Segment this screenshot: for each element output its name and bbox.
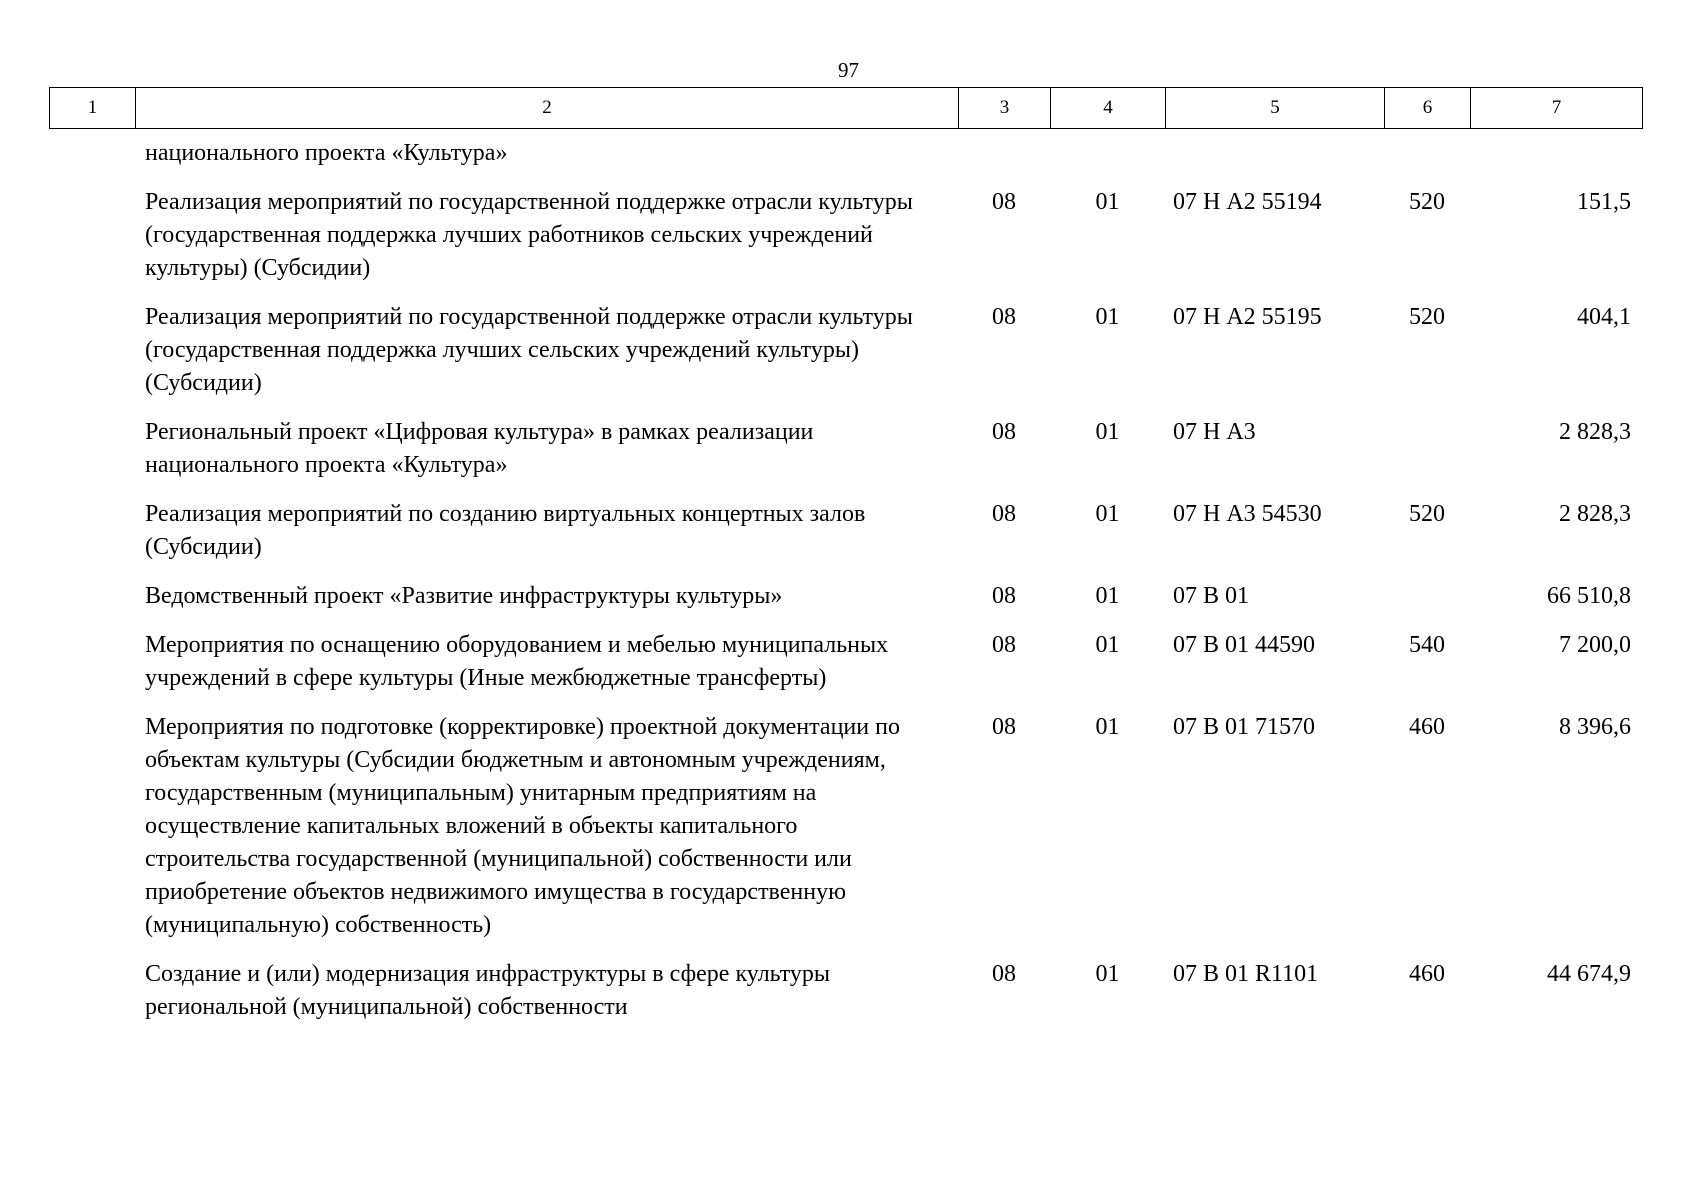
row-section (958, 137, 1050, 186)
row-name: Мероприятия по оснащению оборудованием и мебелью муниципальных учреждений в сфере культуры (Иные межбюджетные трансферты) (145, 632, 889, 691)
row-section: 08 (992, 304, 1016, 330)
row-name: Региональный проект «Цифровая культура» в рамках реализации национального проекта «Культура» (145, 419, 814, 478)
row-amount: 44 674,9 (1547, 961, 1631, 987)
table-row (49, 301, 1642, 416)
row-name: Реализация мероприятий по созданию виртуальных концертных залов (Субсидии) (145, 501, 866, 560)
row-subsection (1050, 137, 1165, 186)
row-section: 08 (992, 583, 1016, 609)
row-subsection: 01 (1095, 189, 1120, 215)
row-subsection: 01 (1095, 304, 1120, 330)
header-col-4: 4 (1051, 88, 1166, 129)
table-row (49, 580, 1642, 629)
column-number-header (49, 87, 1643, 129)
table-row (49, 711, 1642, 958)
row-subsection: 01 (1095, 961, 1120, 987)
row-expense-type: 460 (1409, 961, 1445, 987)
table-row (49, 186, 1642, 301)
row-target-article: 07 Н А2 55195 (1173, 304, 1322, 330)
row-name: национального проекта «Культура» (145, 140, 508, 166)
row-subsection: 01 (1095, 632, 1120, 658)
header-col-7: 7 (1471, 88, 1643, 129)
table-row (49, 416, 1642, 498)
row-target-article: 07 В 01 44590 (1173, 632, 1316, 658)
row-target-article: 07 В 01 R1101 (1173, 961, 1319, 987)
row-target-article: 07 Н А3 (1173, 419, 1256, 445)
budget-table (49, 137, 1642, 1040)
header-col-5: 5 (1166, 88, 1385, 129)
table-row (49, 629, 1642, 711)
row-section: 08 (992, 714, 1016, 740)
page-number: 97 (838, 58, 859, 82)
header-col-2: 2 (136, 88, 959, 129)
row-amount: 404,1 (1577, 304, 1631, 330)
row-amount: 2 828,3 (1559, 419, 1631, 445)
row-name: Реализация мероприятий по государственной поддержке отрасли культуры (государственная поддержка лучших сельских учреждений культуры) (Субсидии) (145, 304, 913, 396)
row-target-article (1165, 137, 1384, 186)
row-expense-type: 520 (1409, 189, 1445, 215)
row-target-article: 07 Н А2 55194 (1173, 189, 1322, 215)
row-amount: 7 200,0 (1559, 632, 1631, 658)
table-row (49, 498, 1642, 580)
row-section: 08 (992, 419, 1016, 445)
row-name: Реализация мероприятий по государственной поддержке отрасли культуры (государственная поддержка лучших работников сельских учреждений культуры) (Субсидии) (145, 189, 913, 281)
row-expense-type: 520 (1409, 501, 1445, 527)
row-expense-type (1384, 416, 1470, 498)
row-name: Создание и (или) модернизация инфраструктуры в сфере культуры региональной (муниципальной) собственности (145, 961, 831, 1020)
row-section: 08 (992, 189, 1016, 215)
table-row (49, 958, 1642, 1040)
row-amount: 8 396,6 (1559, 714, 1631, 740)
row-subsection: 01 (1095, 714, 1120, 740)
row-subsection: 01 (1095, 419, 1120, 445)
row-expense-type: 460 (1409, 714, 1445, 740)
row-expense-type: 520 (1409, 304, 1445, 330)
row-name: Ведомственный проект «Развитие инфраструктуры культуры» (145, 583, 783, 609)
row-expense-type (1384, 580, 1470, 629)
row-section: 08 (992, 632, 1016, 658)
table-row (49, 137, 1642, 186)
row-section: 08 (992, 961, 1016, 987)
row-amount: 2 828,3 (1559, 501, 1631, 527)
row-subsection: 01 (1095, 501, 1120, 527)
row-subsection: 01 (1095, 583, 1120, 609)
row-target-article: 07 В 01 (1173, 583, 1250, 609)
header-col-3: 3 (959, 88, 1051, 129)
row-amount: 66 510,8 (1547, 583, 1631, 609)
header-row (50, 88, 1643, 129)
row-expense-type (1384, 137, 1470, 186)
header-col-6: 6 (1385, 88, 1471, 129)
header-col-1: 1 (50, 88, 136, 129)
row-expense-type: 540 (1409, 632, 1445, 658)
row-target-article: 07 В 01 71570 (1173, 714, 1316, 740)
row-name: Мероприятия по подготовке (корректировке) проектной документации по объектам культуры (Субсидии бюджетным и автономным учреждениям, государственным (муниципальным) унитарным предприятиям на осуществление капитальных вложений в объекты капитального строительства государственной (муниципальной) собственности или приобретение объектов недвижимого имущества в государственную (муниципальную) собственность) (145, 714, 900, 938)
row-amount: 151,5 (1577, 189, 1631, 215)
row-section: 08 (992, 501, 1016, 527)
row-amount (1470, 137, 1642, 186)
row-target-article: 07 Н А3 54530 (1173, 501, 1322, 527)
